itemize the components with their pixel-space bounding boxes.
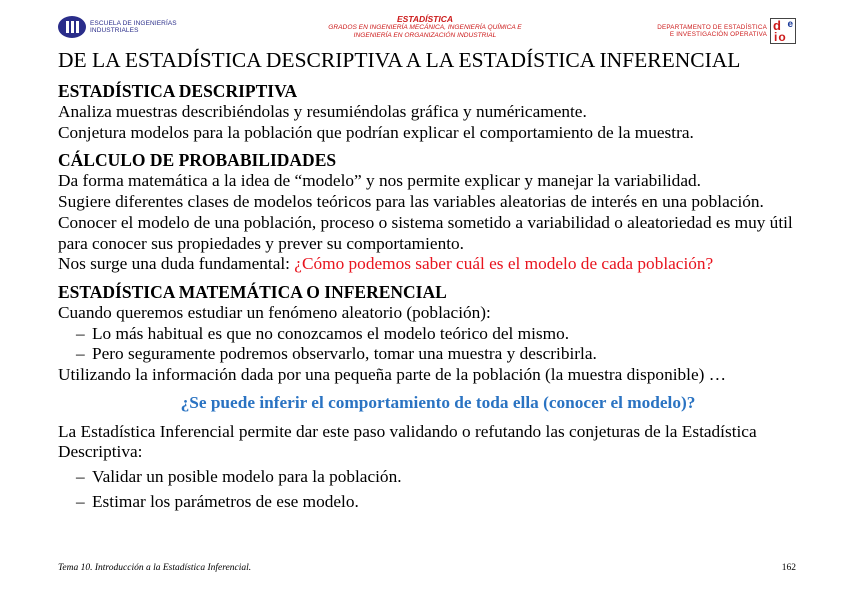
course-title: ESTADÍSTICA [396, 14, 454, 24]
inferencial-using: Utilizando la información dada por una pequeña parte de la población (la muestra disponible) … [58, 365, 726, 385]
heading-inferencial: ESTADÍSTICA MATEMÁTICA O INFERENCIAL [58, 281, 447, 302]
department-logo [657, 18, 796, 44]
heading-descriptiva: ESTADÍSTICA DESCRIPTIVA [58, 81, 298, 101]
bullet-text: Estimar los parámetros de ese modelo. [92, 491, 359, 511]
dash-marker: – [76, 323, 85, 343]
deio-letter-e: e [787, 19, 793, 30]
school-logo [58, 16, 177, 38]
department-name-line1: DEPARTAMENTO DE ESTADÍSTICA [657, 24, 767, 31]
doubt-question: ¿Cómo podemos saber cuál es el modelo de cada población? [294, 254, 714, 274]
dash-marker: – [76, 467, 85, 487]
inferencial-intro: Cuando queremos estudiar un fenómeno aleatorio (población): [58, 302, 491, 322]
final-bullet-1 [58, 467, 818, 488]
descriptiva-line-1: Analiza muestras describiéndolas y resumiéndolas gráfica y numéricamente. [58, 102, 587, 121]
dash-marker: – [76, 344, 85, 364]
school-name-line2: INDUSTRIALES [90, 27, 139, 34]
school-emblem-icon [58, 16, 86, 38]
slide-title: DE LA ESTADÍSTICA DESCRIPTIVA A LA ESTADÍSTICA INFERENCIAL [58, 48, 741, 72]
descriptiva-line-2: Conjetura modelos para la población que podrían explicar el comportamiento de la muestra. [58, 122, 694, 142]
doubt-prefix: Nos surge una duda fundamental: [58, 254, 295, 274]
inference-question: ¿Se puede inferir el comportamiento de toda ella (conocer el modelo)? [180, 392, 696, 412]
final-bullet-2 [58, 492, 818, 513]
doubt-line [58, 254, 818, 275]
heading-probabilidades: CÁLCULO DE PROBABILIDADES [58, 150, 337, 171]
bullet-text: Pero seguramente podremos observarlo, tomar una muestra y describirla. [92, 344, 597, 364]
school-name [90, 20, 177, 34]
school-name-line1: ESCUELA DE INGENIERÍAS [90, 20, 177, 27]
deio-letter-d: d [773, 18, 781, 33]
inferencial-conclusion: La Estadística Inferencial permite dar este paso validando o refutando las conjeturas de la Estadística Descriptiva: [58, 421, 757, 462]
deio-letters-io: io [774, 30, 787, 44]
slide-content [58, 46, 818, 513]
probabilidades-line-1: Da forma matemática a la idea de “modelo” y nos permite explicar y manejar la variabilidad. [58, 171, 701, 191]
probabilidades-line-2: Sugiere diferentes clases de modelos teóricos para las variables aleatorias de interés en una población. [58, 192, 764, 212]
course-degrees-line1: GRADOS EN INGENIERÍA MECÁNICA, INGENIERÍA QUÍMICA E [328, 24, 522, 31]
bullet-text: Lo más habitual es que no conozcamos el modelo teórico del mismo. [92, 323, 570, 343]
page-number: 162 [781, 563, 796, 573]
department-name-line2: E INVESTIGACIÓN OPERATIVA [669, 31, 767, 38]
course-header [280, 14, 570, 39]
course-degrees-line2: INGENIERÍA EN ORGANIZACIÓN INDUSTRIAL [353, 31, 497, 39]
inferencial-bullet-2 [58, 344, 818, 365]
probabilidades-line-3: Conocer el modelo de una población, proceso o sistema sometido a variabilidad o aleatoriedad es muy útil para conocer sus propiedades y prever su comportamiento. [58, 212, 793, 253]
deio-emblem-icon [770, 18, 796, 44]
footer-topic: Tema 10. Introducción a la Estadística Inferencial. [58, 563, 252, 573]
dash-marker: – [76, 491, 85, 511]
department-name [657, 24, 767, 38]
inferencial-bullet-1 [58, 324, 818, 345]
bullet-text: Validar un posible modelo para la población. [92, 467, 402, 487]
